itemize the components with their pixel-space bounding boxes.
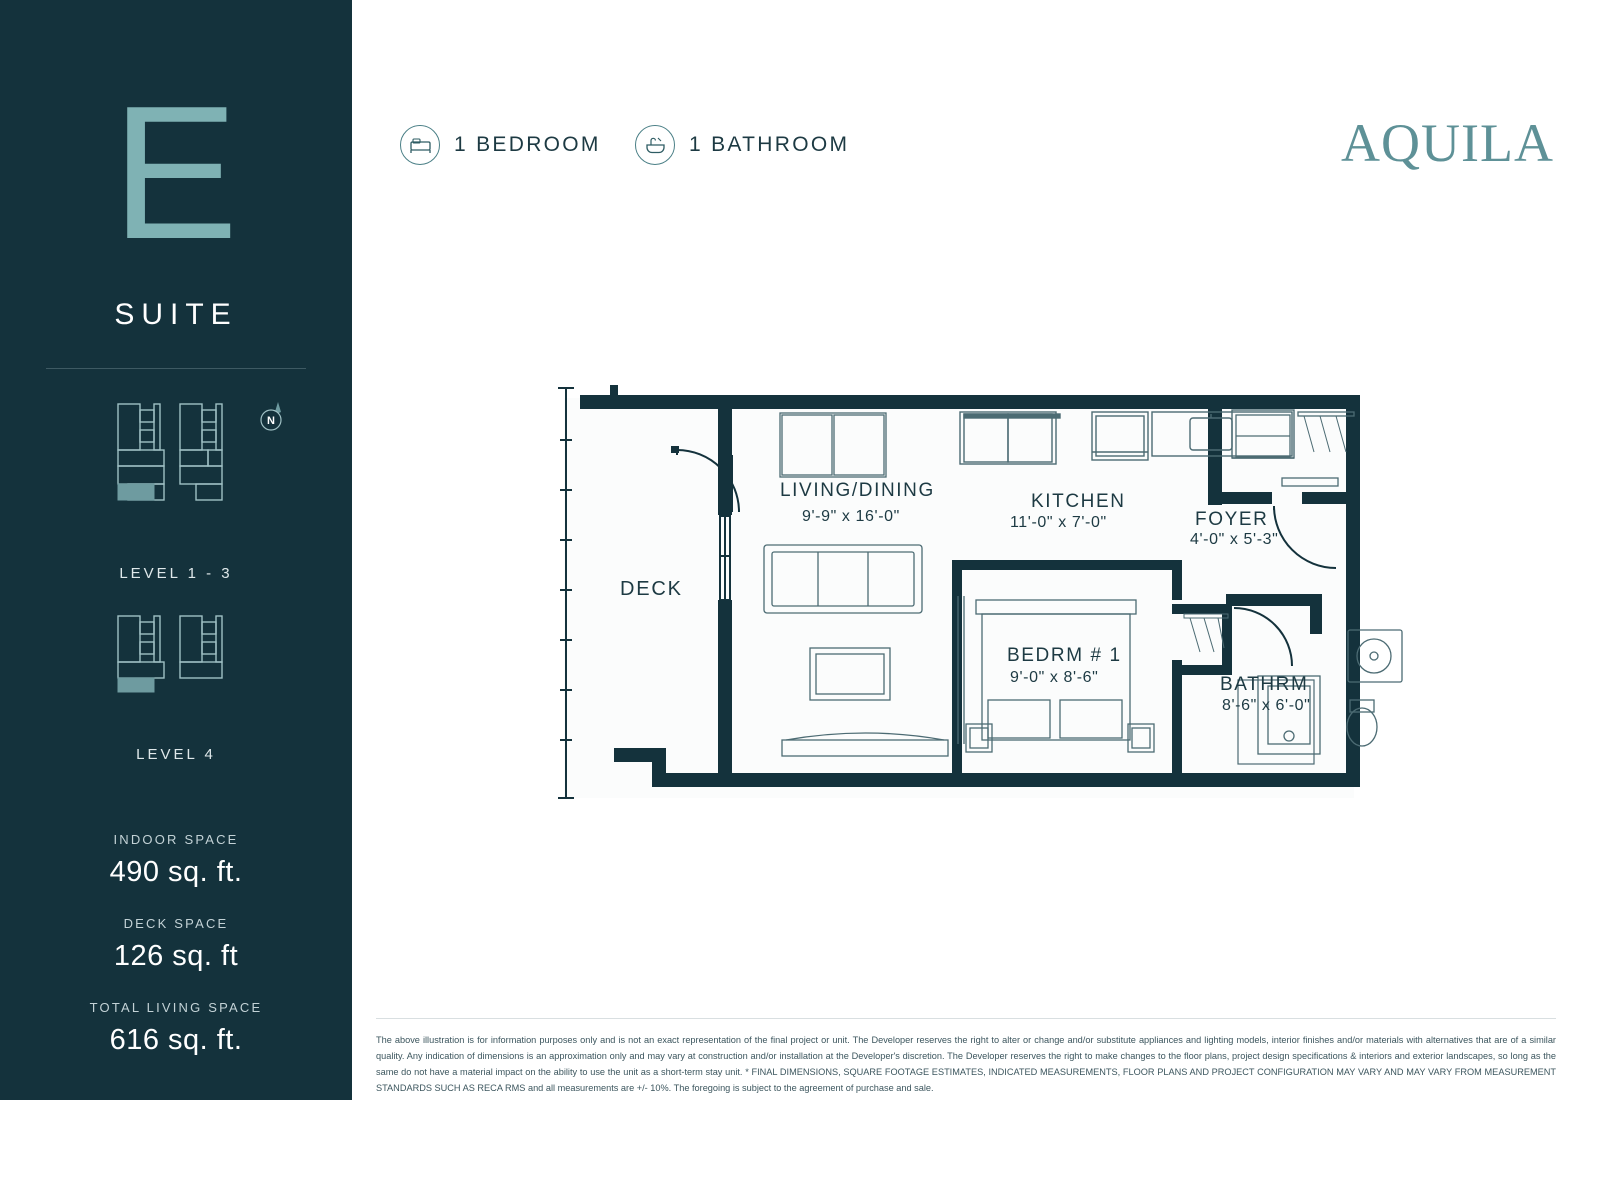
footer-divider [376,1018,1556,1019]
bathroom-label: 1 BATHROOM [689,133,850,156]
room-name-foyer: FOYER [1195,509,1269,530]
room-name-bathroom: BATHRM [1220,674,1309,695]
floorplan [352,0,1600,1100]
disclaimer-text: The above illustration is for information purposes only and is not an exact representation of the final project or unit. The Developer reserves the right to alter or change and/or substitute appliances and lighting models, interior finishes and/or materials with alternatives that are of a similar quality. Any indication of dimensions is an approximation only and may vary at construction and/or installation at the Developer's discretion. The Developer reserves the right to make changes to the floor plans, project design specifications & interiors and exterior landscapes, so long as the same do not have a material impact on the ability to use the unit as a short-term stay unit. * FINAL DIMENSIONS, SQUARE FOOTAGE ESTIMATES, INDICATED MEASUREMENTS, FLOOR PLANS AND PROJECT CONFIGURATION MAY VARY AND MAY VARY FROM MEASUREMENT STANDARDS SUCH AS RECA RMS and all measurements are +/- 10%. The foregoing is subject to the agreement of purchase and sale. [376,1035,1556,1093]
keyplan-label-1: LEVEL 1 - 3 [119,565,233,582]
bedroom-label: 1 BEDROOM [454,133,601,156]
room-dim-bedroom: 9'-0" x 8'-6" [1010,669,1099,686]
room-name-living-dining: LIVING/DINING [780,480,935,501]
deck-space-label: DECK SPACE [123,916,229,931]
room-name-bedroom: BEDRM # 1 [1007,645,1122,666]
keyplan-level-4 [0,608,352,743]
deck-space-value: 126 sq. ft [113,940,239,972]
sidebar [0,0,352,1100]
suite-word: SUITE [114,298,238,331]
keyplan-label-2: LEVEL 4 [136,746,216,763]
room-dim-foyer: 4'-0" x 5'-3" [1190,531,1279,548]
room-dim-kitchen: 11'-0" x 7'-0" [1010,514,1107,531]
indoor-space-value: 490 sq. ft. [109,856,243,888]
floorplan-drawing [352,0,1600,1100]
sidebar-divider [46,368,306,369]
deck-label: DECK [620,578,683,600]
svg-text:N: N [267,415,275,427]
room-dim-living-dining: 9'-9" x 16'-0" [802,508,900,525]
indoor-space-label: INDOOR SPACE [113,832,239,847]
compass-icon [250,398,294,447]
room-dim-bathroom: 8'-6" x 6'-0" [1222,697,1311,714]
keyplan-level-1-3 [0,396,352,551]
suite-letter: E [111,67,241,279]
room-name-kitchen: KITCHEN [1031,491,1126,512]
total-living-space-value: 616 sq. ft. [109,1024,243,1056]
total-living-space-label: TOTAL LIVING SPACE [89,1000,263,1015]
brand-logo: AQUILA [1341,113,1554,173]
